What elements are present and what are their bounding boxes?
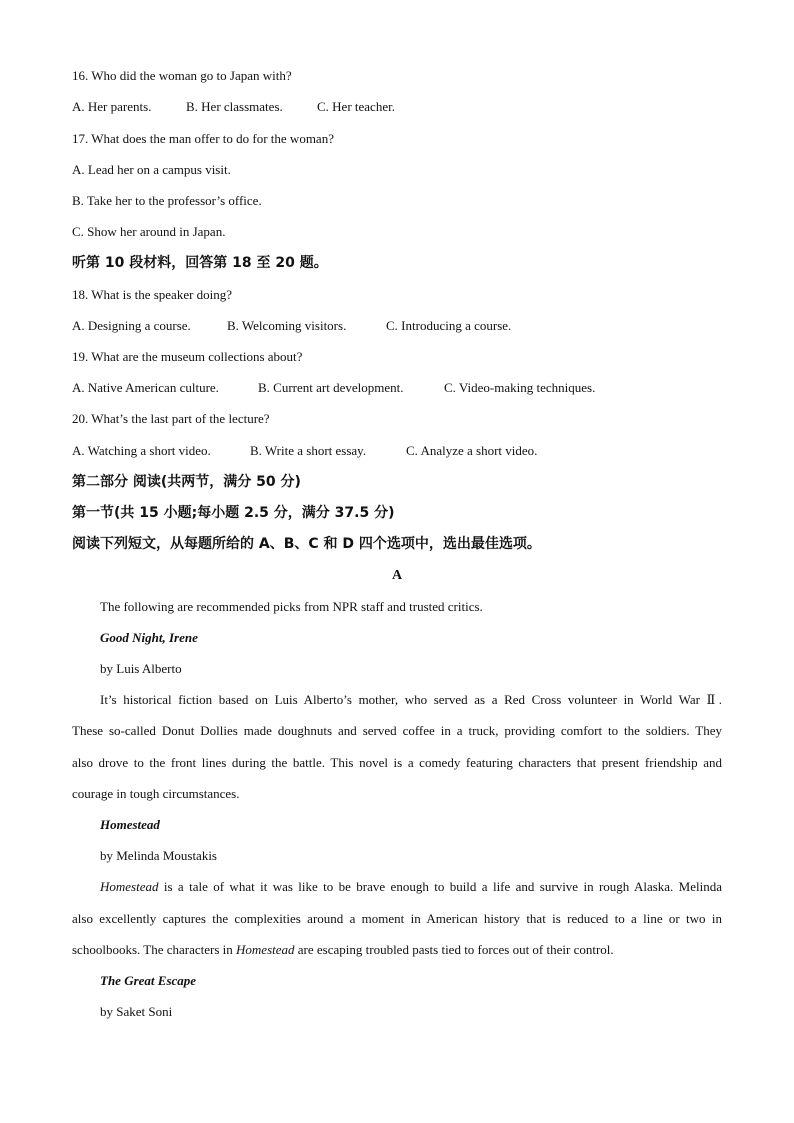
book-2-title-inline: Homestead xyxy=(100,879,159,894)
book-1-title: Good Night, Irene xyxy=(100,630,198,645)
reading-instructions: 阅读下列短文，从每题所给的 A、B、C 和 D 四个选项中，选出最佳选项。 xyxy=(72,536,541,552)
book-2-paragraph-line xyxy=(72,942,722,958)
option-a: A. Native American culture. xyxy=(72,380,219,395)
option-a: A. Designing a course. xyxy=(72,318,191,333)
book-2-line-text: are escaping troubled pasts tied to forces out of their control. xyxy=(294,942,614,957)
passage-intro: The following are recommended picks from NPR staff and trusted critics. xyxy=(100,599,483,614)
book-1-paragraph-line: It’s historical fiction based on Luis Alberto’s mother, who served as a Red Cross volunteer in World War Ⅱ. xyxy=(100,692,722,707)
book-2-author: by Melinda Moustakis xyxy=(100,848,217,863)
option-c: C. Analyze a short video. xyxy=(406,443,538,458)
option-b: B. Current art development. xyxy=(258,380,404,395)
option-c: C. Introducing a course. xyxy=(386,318,512,333)
option-c: C. Video-making techniques. xyxy=(444,380,596,395)
book-3-author: by Saket Soni xyxy=(100,1004,173,1019)
question-17-option-b: B. Take her to the professor’s office. xyxy=(72,193,262,208)
option-a: A. Her parents. xyxy=(72,99,152,114)
book-2-line-text: is a tale of what it was like to be brave enough to build a life and survive in rough Alaska. Melinda xyxy=(158,879,722,894)
section-1-heading: 第一节(共 15 小题;每小题 2.5 分，满分 37.5 分) xyxy=(72,505,395,521)
option-a: A. Watching a short video. xyxy=(72,443,211,458)
book-2-title-inline: Homestead xyxy=(236,942,295,957)
book-2-paragraph-line: also excellently captures the complexities around a moment in American history that is reduced to a line or two in xyxy=(72,911,722,926)
question-18-stem: 18. What is the speaker doing? xyxy=(72,287,233,302)
question-16-options xyxy=(72,99,722,115)
question-19-options xyxy=(72,380,722,396)
book-3-title: The Great Escape xyxy=(100,973,197,988)
question-20-stem: 20. What’s the last part of the lecture? xyxy=(72,411,270,426)
option-b: B. Her classmates. xyxy=(186,99,283,114)
book-1-paragraph-line: These so-called Donut Dollies made doughnuts and served coffee in a truck, providing comfort to the soldiers. They xyxy=(72,723,722,738)
passage-label: A xyxy=(391,568,403,583)
question-18-options xyxy=(72,318,722,334)
question-17-option-c: C. Show her around in Japan. xyxy=(72,224,226,239)
book-1-paragraph-line: also drove to the front lines during the battle. This novel is a comedy featuring characters that present friendship and xyxy=(72,755,722,770)
book-2-paragraph-line xyxy=(100,879,722,895)
question-17-option-a: A. Lead her on a campus visit. xyxy=(72,162,231,177)
part-2-heading: 第二部分 阅读(共两节，满分 50 分) xyxy=(72,474,301,490)
question-17-stem: 17. What does the man offer to do for the woman? xyxy=(72,131,334,146)
option-b: B. Write a short essay. xyxy=(250,443,367,458)
question-20-options xyxy=(72,443,722,459)
section-10-heading: 听第 10 段材料，回答第 18 至 20 题。 xyxy=(72,255,328,271)
question-16-stem: 16. Who did the woman go to Japan with? xyxy=(72,68,292,83)
book-1-author: by Luis Alberto xyxy=(100,661,182,676)
book-1-paragraph-line: courage in tough circumstances. xyxy=(72,786,240,801)
question-19-stem: 19. What are the museum collections about? xyxy=(72,349,303,364)
book-2-line-text: schoolbooks. The characters in xyxy=(72,942,237,957)
option-b: B. Welcoming visitors. xyxy=(227,318,347,333)
book-2-title: Homestead xyxy=(100,817,160,832)
option-c: C. Her teacher. xyxy=(317,99,395,114)
